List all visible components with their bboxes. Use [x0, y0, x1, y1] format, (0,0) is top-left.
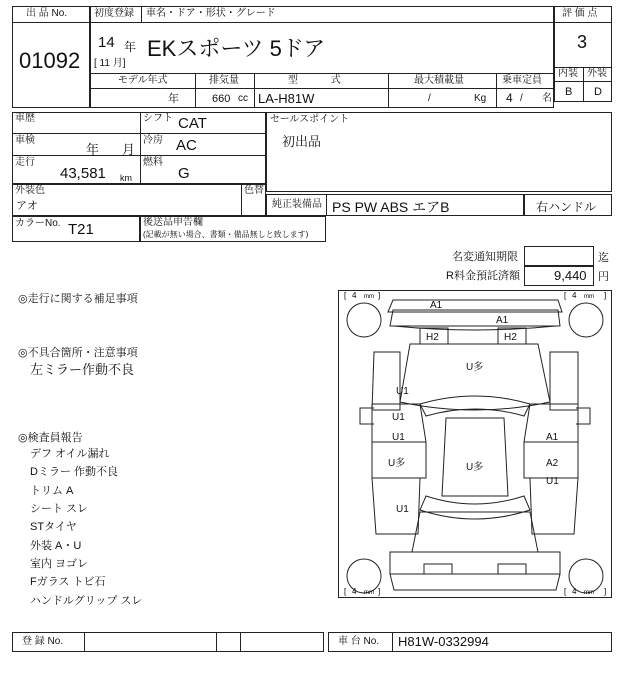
tire-unit: mm [364, 590, 374, 596]
damage-mark: U1 [396, 386, 409, 397]
inspector-item: ハンドルグリップ スレ [30, 595, 143, 607]
name-change-label: 名変通知期限 [452, 251, 518, 263]
ac-label: 冷房 [143, 135, 163, 146]
exterior-grade: D [594, 86, 602, 98]
inspector-item: デフ オイル漏れ [30, 448, 110, 460]
aftermarket-label: 後送品申告欄 [143, 217, 203, 228]
chassis-no: H81W-0332994 [398, 634, 489, 649]
damage-mark: A1 [496, 315, 509, 326]
inspector-item: シート スレ [30, 503, 89, 515]
max-load-label: 最大積載量 [414, 75, 464, 86]
damage-mark: U1 [392, 412, 405, 423]
reg-month: [ 11 月] [94, 58, 126, 69]
inspector-item: トリム A [30, 485, 74, 497]
svg-text:]: ] [604, 587, 607, 596]
color-no: T21 [68, 221, 94, 238]
mileage: 43,581 [60, 165, 106, 182]
capacity-sep: / [520, 93, 523, 104]
displacement-label: 排気量 [209, 75, 239, 86]
inspector-title: ◎検査員報告 [18, 432, 83, 444]
fuel: G [178, 165, 190, 182]
inspection-month-unit: 月 [122, 142, 136, 157]
defects-title: ◎不具合箇所・注意事項 [18, 347, 138, 359]
tire-depth: 4 [572, 587, 577, 596]
displacement-unit: cc [238, 93, 248, 104]
recycle-unit: 円 [598, 271, 609, 283]
svg-text:[: [ [564, 291, 567, 300]
svg-text:]: ] [604, 291, 607, 300]
damage-mark: U1 [392, 432, 405, 443]
damage-mark: H2 [426, 332, 439, 343]
tire-front-right [569, 303, 603, 337]
model-year-unit: 年 [168, 93, 179, 105]
driving-title: ◎走行に関する補足事項 [18, 293, 138, 305]
svg-text:[: [ [564, 587, 567, 596]
max-load-sep: / [428, 93, 431, 104]
mileage-label: 走行 [15, 157, 35, 168]
recycle-label: R料金預託済額 [446, 270, 520, 282]
inspector-item: 外装 A・U [30, 540, 82, 552]
inspection-year-unit: 年 [86, 142, 100, 157]
damage-mark: U1 [546, 476, 559, 487]
inspector-item: Fガラス トビ石 [30, 576, 106, 588]
model: LA-H81W [258, 91, 315, 106]
first-reg-label: 初度登録 [94, 8, 134, 19]
damage-mark: A1 [430, 300, 443, 311]
year-unit: 年 [124, 40, 137, 54]
eval-score: 3 [577, 32, 588, 52]
svg-text:]: ] [378, 291, 381, 300]
history-label: 車歴 [15, 113, 35, 124]
interior-grade: B [565, 86, 573, 98]
name-change-unit: 迄 [598, 252, 609, 264]
aftermarket-note: (記載が無い場合、書類・備品無しと致します) [143, 230, 309, 239]
tire-depth: 4 [352, 291, 357, 300]
car-name: EKスポーツ 5ドア [147, 36, 326, 61]
tire-unit: mm [364, 294, 374, 300]
defect-item: 左ミラー作動不良 [30, 362, 135, 377]
reg-year: 14 [98, 34, 115, 51]
inspector-item: Dミラー 作動不良 [30, 466, 118, 478]
name-change-box [524, 246, 594, 266]
svg-text:]: ] [378, 587, 381, 596]
damage-mark: U多 [388, 458, 406, 469]
model-year-label: モデル年式 [118, 75, 168, 86]
interior-label: 内装 [558, 68, 578, 79]
capacity-label: 乗車定員 [502, 75, 542, 86]
car-name-label: 車名・ドア・形状・グレード [146, 8, 276, 19]
sales-point: 初出品 [282, 134, 322, 149]
displacement: 660 [212, 93, 231, 105]
car-diagram [338, 290, 612, 598]
model-label: 型 式 [288, 75, 341, 86]
handle: 右ハンドル [536, 200, 597, 214]
reg-no-label: 登 録 No. [22, 636, 64, 647]
lot-no: 01092 [19, 48, 81, 73]
inspector-item: 室内 ヨゴレ [30, 558, 89, 570]
fuel-label: 燃料 [143, 157, 163, 168]
history-box [12, 112, 266, 184]
tire-unit: mm [584, 294, 594, 300]
mileage-unit: km [120, 173, 132, 183]
damage-mark: U多 [466, 462, 484, 473]
tire-front-left [347, 303, 381, 337]
capacity: 4 [506, 91, 513, 105]
recycle-amount: 9,440 [554, 268, 587, 283]
sales-point-label: セールスポイント [270, 114, 350, 125]
tire-depth: 4 [352, 587, 357, 596]
tire-depth: 4 [572, 291, 577, 300]
damage-mark: A2 [546, 458, 559, 469]
svg-text:[: [ [344, 587, 347, 596]
color-label: 外装色 [15, 185, 45, 196]
svg-text:[: [ [344, 291, 347, 300]
color: アオ [16, 200, 38, 212]
shift-label: シフト [143, 113, 173, 124]
eval-label: 評 価 点 [562, 8, 598, 19]
inspection-label: 車検 [15, 135, 35, 146]
damage-mark: U多 [466, 362, 484, 373]
shift: CAT [178, 115, 207, 132]
equipment: PS PW ABS エアB [332, 199, 450, 215]
max-load-unit: Kg [474, 93, 487, 104]
equipment-label: 純正装備品 [272, 199, 322, 210]
lot-no-label: 出 品 No. [26, 8, 68, 19]
color-no-label: カラーNo. [15, 218, 61, 229]
exterior-label: 外装 [587, 68, 607, 79]
capacity-unit: 名 [542, 93, 552, 104]
inspector-item: STタイヤ [30, 521, 77, 533]
chassis-label: 車 台 No. [338, 636, 380, 647]
ac: AC [176, 137, 197, 154]
color-change-label: 色替 [244, 185, 264, 196]
tire-unit: mm [584, 590, 594, 596]
damage-mark: U1 [396, 504, 409, 515]
damage-mark: A1 [546, 432, 559, 443]
color-box [12, 184, 266, 216]
damage-mark: H2 [504, 332, 517, 343]
